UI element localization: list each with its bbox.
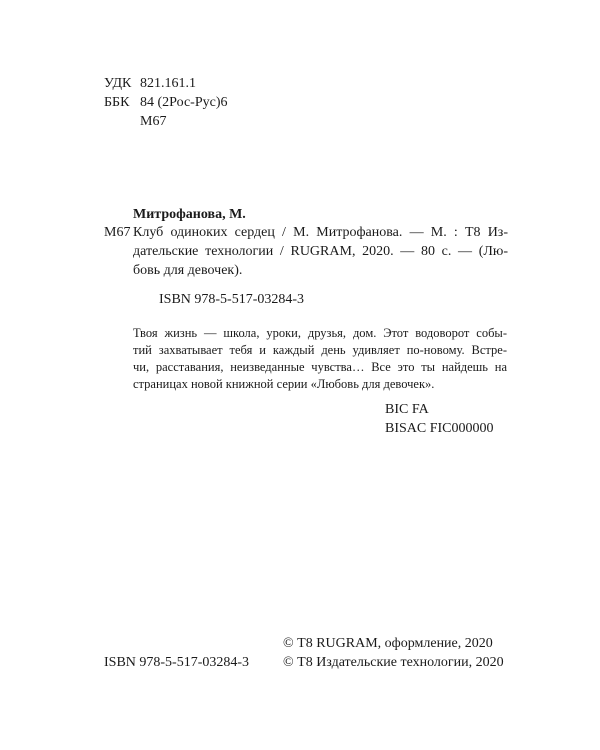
copyright-block — [283, 634, 504, 672]
udk-row — [104, 74, 228, 93]
classification-block — [104, 74, 228, 131]
bib-line: Клуб одиноких сердец / М. Митрофанова. — М. : Т8 Из- — [133, 225, 508, 240]
bbk-label: ББК — [104, 95, 130, 110]
isbn-footer: ISBN 978-5-517-03284-3 — [104, 655, 250, 670]
author-code: М67 — [140, 114, 167, 129]
subject-codes — [385, 400, 494, 438]
entry-author-code: М67 — [104, 225, 131, 240]
udk-value: 821.161.1 — [140, 76, 196, 91]
bisac-code: BISAC FIC000000 — [385, 421, 494, 436]
annotation-line: чи, расставания, неизведанные чувства… Все это ты найдешь на — [133, 360, 507, 374]
bib-line: дательские технологии / RUGRAM, 2020. — 80 с. — (Лю- — [133, 244, 508, 259]
bib-line: бовь для девочек). — [133, 263, 243, 278]
isbn-main: ISBN 978-5-517-03284-3 — [159, 292, 305, 307]
annotation-line: тий захватывает тебя и каждый день удивляет по-новому. Встре- — [133, 343, 507, 357]
bbk-value: 84 (2Рос-Рус)6 — [140, 95, 228, 110]
author-heading: Митрофанова, М. — [133, 207, 246, 222]
copyright-line-1: © Т8 RUGRAM, оформление, 2020 — [283, 636, 493, 651]
annotation-line: Твоя жизнь — школа, уроки, друзья, дом. Этот водоворот собы- — [133, 326, 507, 340]
author-code-row — [104, 112, 228, 131]
bic-code: BIC FA — [385, 402, 429, 417]
annotation — [133, 325, 507, 393]
annotation-line: страницах новой книжной серии «Любовь для девочек». — [133, 377, 435, 391]
udk-label: УДК — [104, 76, 132, 91]
copyright-line-2: © Т8 Издательские технологии, 2020 — [283, 655, 504, 670]
bibliographic-description — [133, 223, 508, 280]
bbk-row — [104, 93, 228, 112]
